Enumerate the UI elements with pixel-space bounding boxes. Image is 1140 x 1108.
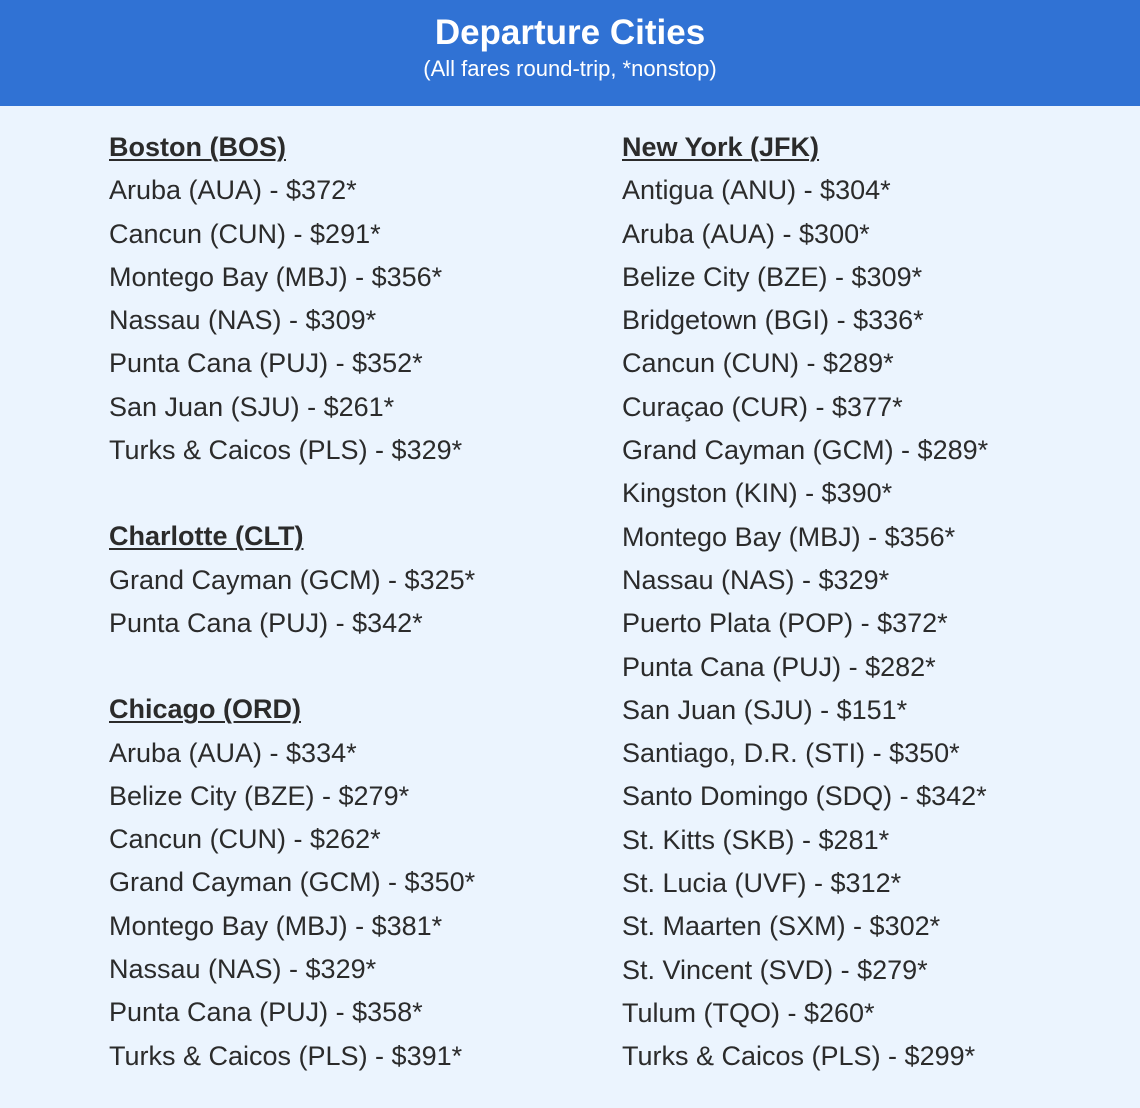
fare-item: Santo Domingo (SDQ) - $342* [622, 781, 987, 812]
departure-city-heading: New York (JFK) [622, 132, 820, 162]
fare-item: Cancun (CUN) - $291* [109, 218, 381, 249]
fare-item: St. Maarten (SXM) - $302* [622, 911, 941, 942]
fare-item: Nassau (NAS) - $329* [109, 954, 377, 985]
fare-item: Puerto Plata (POP) - $372* [622, 608, 948, 639]
fare-item: San Juan (SJU) - $261* [109, 391, 395, 422]
fare-item: Montego Bay (MBJ) - $381* [109, 910, 443, 941]
fare-item: Grand Cayman (GCM) - $289* [622, 435, 989, 466]
fare-item: Punta Cana (PUJ) - $342* [109, 607, 423, 638]
fare-item: Punta Cana (PUJ) - $352* [109, 348, 423, 379]
fare-item: Nassau (NAS) - $309* [109, 305, 377, 336]
fare-item: St. Vincent (SVD) - $279* [622, 954, 928, 985]
fare-item: Cancun (CUN) - $262* [109, 824, 381, 855]
fare-item: Turks & Caicos (PLS) - $391* [109, 1040, 463, 1071]
fares-content [0, 106, 1140, 1108]
fare-item: Nassau (NAS) - $329* [622, 564, 890, 595]
page-subtitle: (All fares round-trip, *nonstop) [423, 56, 717, 81]
fare-item: Bridgetown (BGI) - $336* [622, 305, 924, 336]
fare-item: Belize City (BZE) - $309* [622, 261, 923, 292]
departure-group-charlotte-clt [109, 515, 475, 645]
fare-item: Antigua (ANU) - $304* [622, 175, 891, 206]
fare-item: Montego Bay (MBJ) - $356* [109, 261, 443, 292]
fare-item: Montego Bay (MBJ) - $356* [622, 521, 956, 552]
fare-item: Aruba (AUA) - $372* [109, 175, 357, 206]
page-title: Departure Cities [434, 13, 706, 52]
fare-item: Turks & Caicos (PLS) - $329* [109, 435, 463, 466]
fare-list [109, 732, 475, 1078]
right-column [622, 126, 988, 1079]
fare-item: Tulum (TQO) - $260* [622, 997, 875, 1028]
fare-item: Turks & Caicos (PLS) - $299* [622, 1041, 976, 1072]
departure-group-new-york-jfk [622, 126, 988, 1079]
departure-group-boston-bos [109, 126, 475, 472]
fare-item: Aruba (AUA) - $300* [622, 218, 870, 249]
fare-item: Punta Cana (PUJ) - $282* [622, 651, 936, 682]
departure-group-chicago-ord [109, 688, 475, 1078]
departure-city-heading: Chicago (ORD) [109, 694, 301, 725]
fare-item: Punta Cana (PUJ) - $358* [109, 997, 423, 1028]
fare-list [109, 559, 475, 646]
fare-item: St. Kitts (SKB) - $281* [622, 824, 890, 855]
fare-item: San Juan (SJU) - $151* [622, 694, 908, 725]
fare-item: Santiago, D.R. (STI) - $350* [622, 738, 960, 769]
left-column [109, 126, 475, 1078]
fare-item: Aruba (AUA) - $334* [109, 737, 357, 768]
fare-item: St. Lucia (UVF) - $312* [622, 868, 902, 899]
fare-list [109, 169, 475, 472]
fare-list [622, 169, 988, 1078]
departure-city-heading: Boston (BOS) [109, 132, 286, 162]
fare-item: Grand Cayman (GCM) - $350* [109, 867, 476, 898]
fare-item: Belize City (BZE) - $279* [109, 780, 410, 811]
fare-item: Curaçao (CUR) - $377* [622, 391, 903, 422]
fare-item: Kingston (KIN) - $390* [622, 478, 893, 509]
fare-item: Cancun (CUN) - $289* [622, 348, 894, 379]
header-banner [0, 0, 1140, 106]
departure-city-heading: Charlotte (CLT) [109, 521, 304, 552]
fare-item: Grand Cayman (GCM) - $325* [109, 564, 476, 595]
